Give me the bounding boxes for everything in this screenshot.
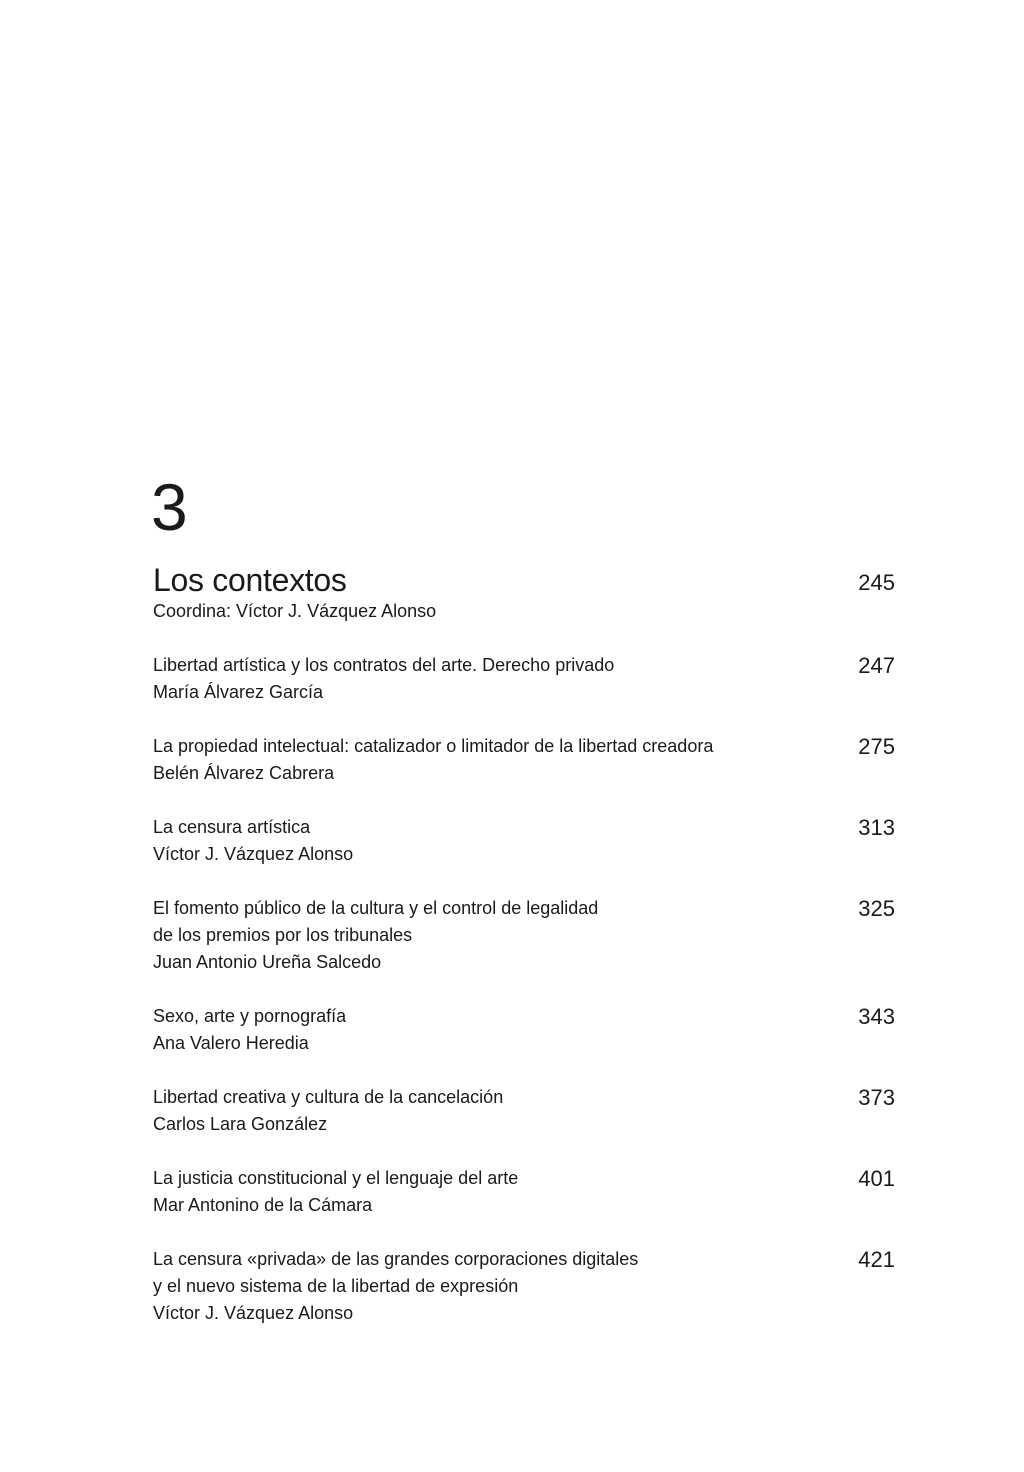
entry-title: Libertad artística y los contratos del arte. Derecho privado: [153, 655, 615, 675]
entry-author: Belén Álvarez Cabrera: [153, 763, 335, 783]
entry-title-continued: y el nuevo sistema de la libertad de expresión: [153, 1276, 519, 1296]
toc-entry: [153, 733, 895, 787]
toc-entry: [153, 1165, 895, 1219]
toc-entry: [153, 1003, 895, 1057]
entry-title: La censura «privada» de las grandes corporaciones digitales: [153, 1249, 639, 1269]
section-title: Los contextos: [153, 562, 347, 598]
entry-author: Carlos Lara González: [153, 1114, 328, 1134]
toc-entry: [153, 1084, 895, 1138]
section-coordinator: Coordina: Víctor J. Vázquez Alonso: [153, 601, 437, 621]
entry-author: Mar Antonino de la Cámara: [153, 1195, 373, 1215]
entry-page-number: 421: [858, 1247, 895, 1272]
entry-page-number: 313: [858, 815, 895, 840]
toc-entry: [153, 652, 895, 706]
toc-entry: [153, 1246, 895, 1327]
entry-author: Víctor J. Vázquez Alonso: [153, 844, 354, 864]
entry-title: La propiedad intelectual: catalizador o limitador de la libertad creadora: [153, 736, 714, 756]
toc-entry: [153, 814, 895, 868]
entry-author: Juan Antonio Ureña Salcedo: [153, 952, 382, 972]
entry-author: Ana Valero Heredia: [153, 1033, 309, 1053]
entry-page-number: 373: [858, 1085, 895, 1110]
entry-page-number: 401: [858, 1166, 895, 1191]
entry-title: Sexo, arte y pornografía: [153, 1006, 347, 1026]
entry-title-continued: de los premios por los tribunales: [153, 925, 413, 945]
entry-title: Libertad creativa y cultura de la cancelación: [153, 1087, 504, 1107]
entry-page-number: 325: [858, 896, 895, 921]
entry-title: La censura artística: [153, 817, 311, 837]
entry-page-number: 343: [858, 1004, 895, 1029]
section-page-number: 245: [858, 570, 895, 595]
section-number: 3: [151, 470, 187, 544]
toc-entry: [153, 895, 895, 976]
entry-author: Víctor J. Vázquez Alonso: [153, 1303, 354, 1323]
entry-page-number: 247: [858, 653, 895, 678]
entry-title: La justicia constitucional y el lenguaje del arte: [153, 1168, 519, 1188]
entry-page-number: 275: [858, 734, 895, 759]
entry-author: María Álvarez García: [153, 682, 324, 702]
entry-title: El fomento público de la cultura y el control de legalidad: [153, 898, 599, 918]
section-header: [153, 562, 895, 625]
toc-entries: [153, 652, 895, 1354]
